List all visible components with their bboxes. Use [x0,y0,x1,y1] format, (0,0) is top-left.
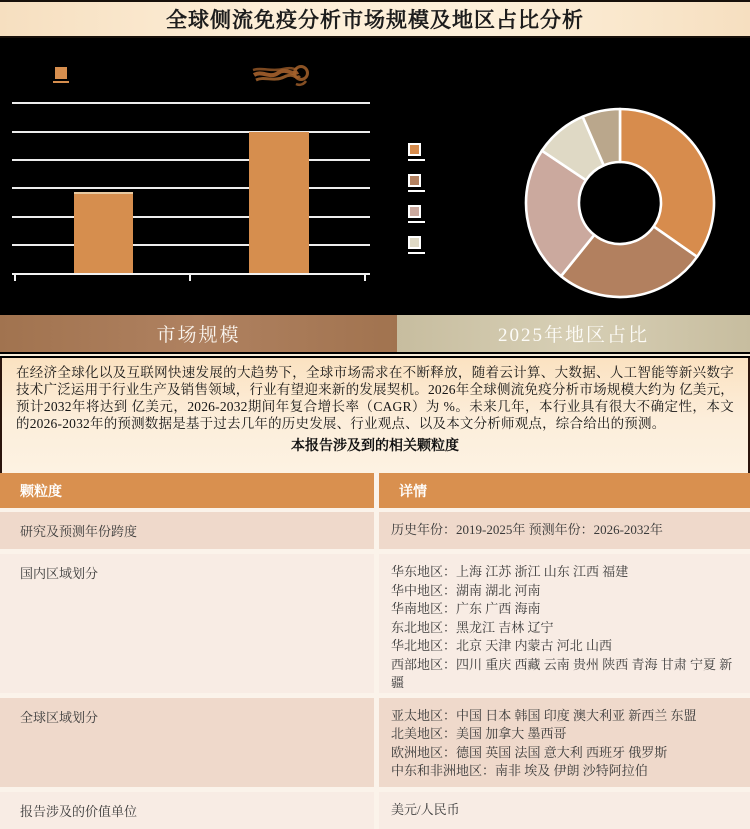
bar-legend-underline [53,81,69,83]
table-header-row [0,473,750,508]
granularity-table [0,473,750,829]
detail-line: 北美地区：美国 加拿大 墨西哥 [391,726,567,741]
axis-tick [364,275,366,281]
row-label: 研究及预测年份跨度 [0,512,374,549]
charts-panel [0,38,750,315]
page-title: 全球侧流免疫分析市场规模及地区占比分析 [166,8,584,32]
bar-value-1 [74,192,133,273]
axis-tick [14,275,16,281]
page-title-bar [0,0,750,38]
detail-line: 美元/人民币 [391,801,460,817]
bar-legend-swatch-icon [55,67,67,79]
gridline [12,102,370,104]
detail-line: 华中地区：湖南 湖北 河南 [391,582,541,598]
banner-region-share-2025: 2025年地区占比 [397,315,750,352]
detail-line: 欧洲地区：德国 英国 法国 意大利 西班牙 俄罗斯 [391,744,668,760]
table-row [0,512,750,549]
row-detail [379,792,750,829]
gridline [12,187,370,189]
row-label: 国内区域划分 [0,554,374,693]
row-label: 全球区域划分 [0,698,374,787]
donut-legend-item [408,143,423,161]
donut-legend-item [408,205,423,223]
gridline [12,244,370,246]
legend-underline [408,252,425,254]
col-header-granularity: 颗粒度 [0,473,374,508]
section-banners [0,315,750,352]
table-row [0,554,750,693]
legend-underline [408,159,425,161]
legend-swatch-icon [408,236,421,249]
row-detail [379,698,750,787]
gridline [12,131,370,133]
x-axis [12,273,370,275]
detail-line: 中东和非洲地区：南非 埃及 伊朗 沙特阿拉伯 [391,763,648,778]
legend-swatch-icon [408,205,421,218]
table-row [0,698,750,787]
legend-underline [408,221,425,223]
detail-line: 东北地区：黑龙江 吉林 辽宁 [391,619,554,635]
axis-tick [189,275,191,281]
row-detail [379,512,750,549]
intro-section [0,358,750,473]
banner-market-size: 市场规模 [0,315,397,352]
row-detail [379,554,750,693]
detail-line: 华南地区：广东 广西 海南 [391,601,541,616]
gridline [12,159,370,161]
bar-value-2 [249,132,309,273]
detail-line: 西部地区：四川 重庆 西藏 云南 贵州 陕西 青海 甘肃 宁夏 新疆 [391,656,733,690]
intro-paragraph: 在经济全球化以及互联网快速发展的大趋势下，全球市场需求在不断释放，随着云计算、大数据、人工智能等新兴数字技术广泛运用于行业生产及销售领域，行业有望迎来新的发展契机。2026年全球侧流免疫分析市场规模大约为 亿美元，预计2032年将达到 亿美元，2026-2032期间年复合增长率（CAGR）为 %。未来几年，本行业具有很大不确定性，本文的2026-2032年的预测数据是基于过去几年的历史发展、行业观点、以及本文分析师观点，综合给出的预测。 [16,365,734,431]
table-row [0,792,750,829]
detail-line: 华北地区：北京 天津 内蒙古 河北 山西 [391,638,613,653]
detail-line: 华东地区：上海 江苏 浙江 山东 江西 福建 [391,564,629,579]
legend-underline [408,190,425,192]
watermark-scribble-icon [250,60,312,90]
detail-line: 历史年份：2019-2025年 预测年份：2026-2032年 [391,522,663,537]
legend-swatch-icon [408,174,421,187]
row-label: 报告涉及的价值单位 [0,792,374,829]
donut-legend-item [408,174,423,192]
table-heading: 本报告涉及到的相关颗粒度 [291,439,459,454]
donut-chart [523,106,717,300]
table-body [0,512,750,829]
gridline [12,216,370,218]
col-header-detail: 详情 [379,473,750,508]
detail-line: 亚太地区：中国 日本 韩国 印度 澳大利亚 新西兰 东盟 [391,707,697,723]
donut-legend-item [408,236,423,254]
legend-swatch-icon [408,143,421,156]
